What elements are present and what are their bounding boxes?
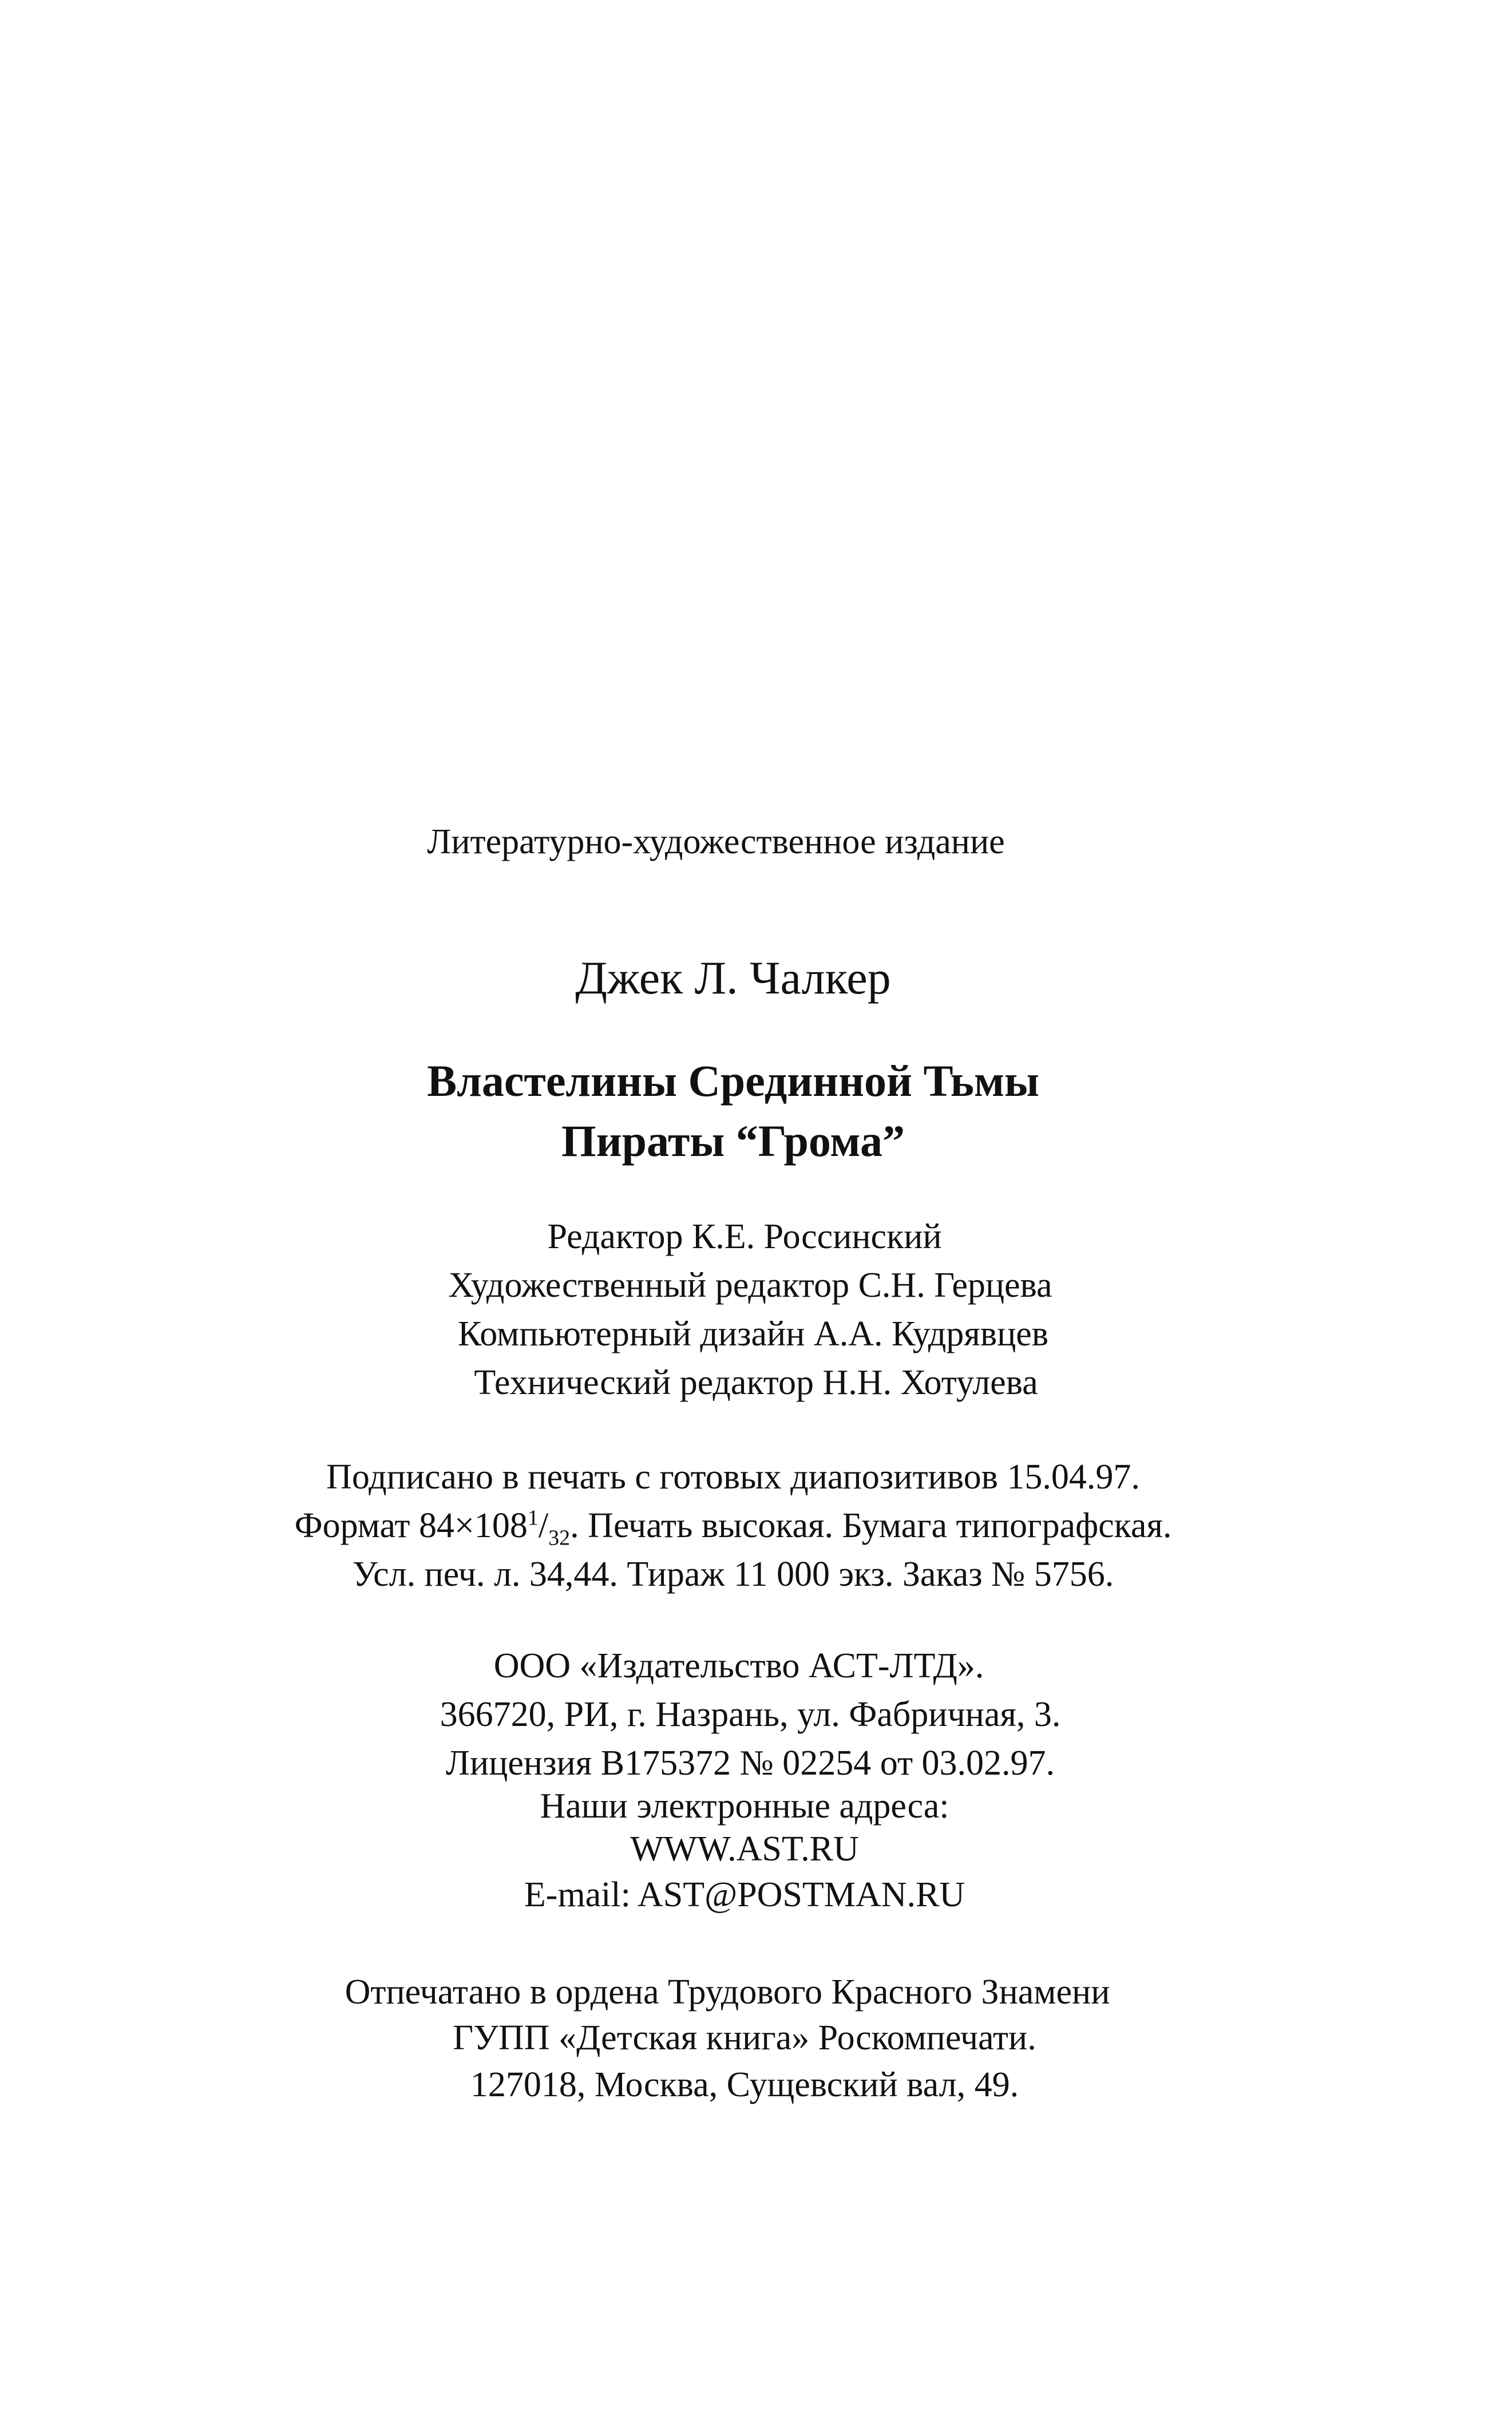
print-signed-line: Подписано в печать с готовых диапозитивов 15.04.97.: [326, 1458, 1140, 1496]
book-subtitle: Пираты “Грома”: [561, 1116, 905, 1166]
print-format-rest: . Печать высокая. Бумага типографская.: [570, 1506, 1172, 1545]
publisher-website: WWW.AST.RU: [630, 1830, 859, 1868]
credit-editor: Редактор К.Е. Россинский: [547, 1217, 942, 1256]
author-name: Джек Л. Чалкер: [575, 952, 891, 1004]
book-title: Властелины Срединной Тьмы: [427, 1056, 1039, 1106]
print-format-numerator: 1: [527, 1506, 539, 1530]
printer-line-1: Отпечатано в ордена Трудового Красного Знамени: [345, 1973, 1110, 2012]
printer-line-2: ГУПП «Детская книга» Роскомпечати.: [453, 2018, 1036, 2057]
printer-address: 127018, Москва, Сущевский вал, 49.: [470, 2065, 1019, 2104]
print-format-line: [0, 1506, 1489, 1550]
publisher-license: Лицензия В175372 № 02254 от 03.02.97.: [445, 1744, 1055, 1783]
publisher-email: E-mail: AST@POSTMAN.RU: [524, 1875, 965, 1914]
publisher-name: ООО «Издательство АСТ-ЛТД».: [493, 1646, 984, 1685]
genre-label: Литературно-художественное издание: [427, 822, 1005, 861]
print-format-slash: /: [538, 1506, 549, 1545]
credit-art-editor: Художественный редактор С.Н. Герцева: [448, 1266, 1052, 1305]
publisher-web-heading: Наши электронные адреса:: [540, 1787, 949, 1826]
credit-computer-design: Компьютерный дизайн А.А. Кудрявцев: [457, 1315, 1049, 1353]
print-format-text: Формат 84×108: [294, 1506, 528, 1545]
publisher-address: 366720, РИ, г. Назрань, ул. Фабричная, 3.: [440, 1695, 1061, 1734]
print-run-line: Усл. печ. л. 34,44. Тираж 11 000 экз. Заказ № 5756.: [352, 1555, 1114, 1594]
print-format-denominator: 32: [548, 1526, 571, 1550]
credit-technical-editor: Технический редактор Н.Н. Хотулева: [474, 1363, 1038, 1402]
